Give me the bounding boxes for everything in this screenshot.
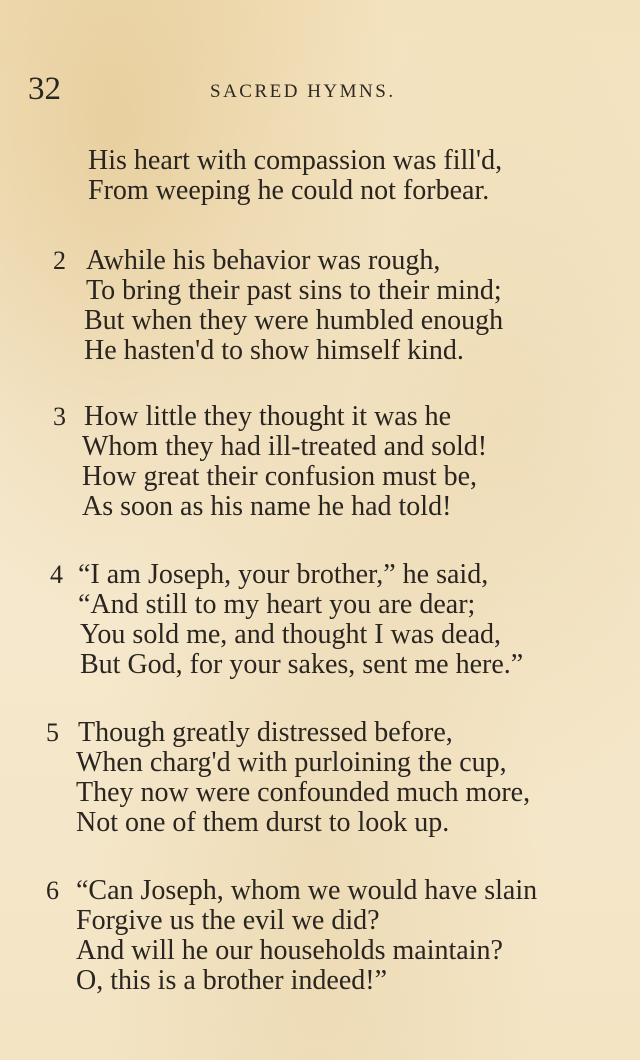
verse-line: “Can Joseph, whom we would have slain (76, 875, 538, 906)
verse-line: O, this is a brother indeed!” (76, 965, 388, 996)
verse-line: Forgive us the evil we did? (76, 905, 380, 936)
stanza-number: 4 (50, 560, 63, 589)
running-title: SACRED HYMNS. (210, 81, 396, 102)
verse-line: But God, for your sakes, sent me here.” (80, 649, 524, 680)
verse-line: From weeping he could not forbear. (88, 175, 490, 206)
verse-line: When charg'd with purloining the cup, (76, 747, 507, 778)
page-number: 32 (28, 71, 61, 107)
verse-line: Whom they had ill-treated and sold! (82, 431, 488, 462)
verse-line: You sold me, and thought I was dead, (80, 619, 502, 650)
verse-line: Not one of them durst to look up. (76, 807, 450, 838)
stanza-number: 2 (53, 246, 66, 275)
verse-line: Awhile his behavior was rough, (86, 245, 441, 276)
verse-line: His heart with compassion was fill'd, (88, 145, 503, 176)
verse-line: He hasten'd to show himself kind. (84, 335, 464, 366)
verse-line: “I am Joseph, your brother,” he said, (78, 559, 489, 590)
verse-line: As soon as his name he had told! (82, 491, 452, 522)
verse-line: But when they were humbled enough (84, 305, 504, 336)
stanza-number: 3 (53, 402, 66, 431)
verse-line: To bring their past sins to their mind; (86, 275, 502, 306)
stanza-number: 6 (46, 876, 59, 905)
page-header (0, 70, 640, 110)
verse-line: They now were confounded much more, (76, 777, 531, 808)
verse-line: “And still to my heart you are dear; (78, 589, 476, 620)
stanza-number: 5 (46, 718, 59, 747)
verse-line: And will he our households maintain? (76, 935, 503, 966)
verse-line: How little they thought it was he (84, 401, 452, 432)
verse-line: Though greatly distressed before, (78, 717, 453, 748)
verse-line: How great their confusion must be, (82, 461, 478, 492)
